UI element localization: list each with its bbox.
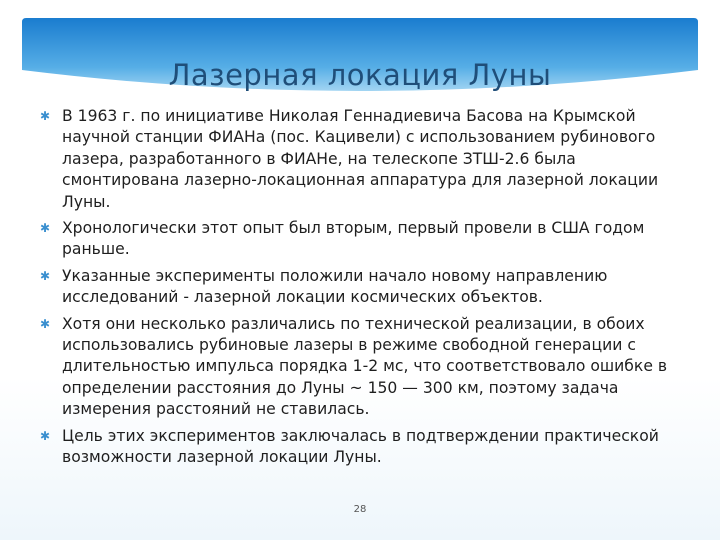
bullet-text: Указанные эксперименты положили начало новому направлению исследований - лазерной локации космических объектов. — [62, 266, 608, 307]
asterisk-bullet-icon: ✱ — [40, 268, 51, 283]
bullet-list — [38, 106, 688, 474]
bullet-item — [38, 266, 688, 309]
bullet-text: Цель этих экспериментов заключалась в подтверждении практической возможности лазерной локации Луны. — [62, 426, 659, 467]
bullet-item — [38, 426, 688, 469]
bullet-item — [38, 218, 688, 261]
asterisk-bullet-icon: ✱ — [40, 221, 51, 236]
page-number: 28 — [353, 504, 367, 515]
header-band — [0, 0, 720, 110]
asterisk-bullet-icon: ✱ — [40, 428, 51, 443]
bullet-text: Хронологически этот опыт был вторым, первый провели в США годом раньше. — [62, 219, 645, 259]
bullet-item — [38, 106, 688, 213]
asterisk-bullet-icon: ✱ — [40, 109, 51, 123]
bullet-text: Хотя они несколько различались по технической реализации, в обоих использовались рубиновые лазеры в режиме свободной генерации с длительностью импульса порядка 1-2 мс, что соответствовало ошибке в определении расстояния до Луны ~ 150 — 300 км, поэтому задача измерения расстояний не ставилась. — [62, 314, 668, 419]
asterisk-bullet-icon: ✱ — [40, 316, 51, 331]
slide-title: Лазерная локация Луны — [168, 58, 552, 92]
bullet-text: В 1963 г. по инициативе Николая Геннадиевича Басова на Крымской научной станции ФИАНа (пос. Кацивели) с использованием рубинового лазера, разработанного в ФИАНе, на телескопе ЗТШ-2.6 была смонтирована лазерно-локационная аппаратура для лазерной локации Луны. — [62, 107, 659, 211]
bullet-item — [38, 314, 688, 421]
